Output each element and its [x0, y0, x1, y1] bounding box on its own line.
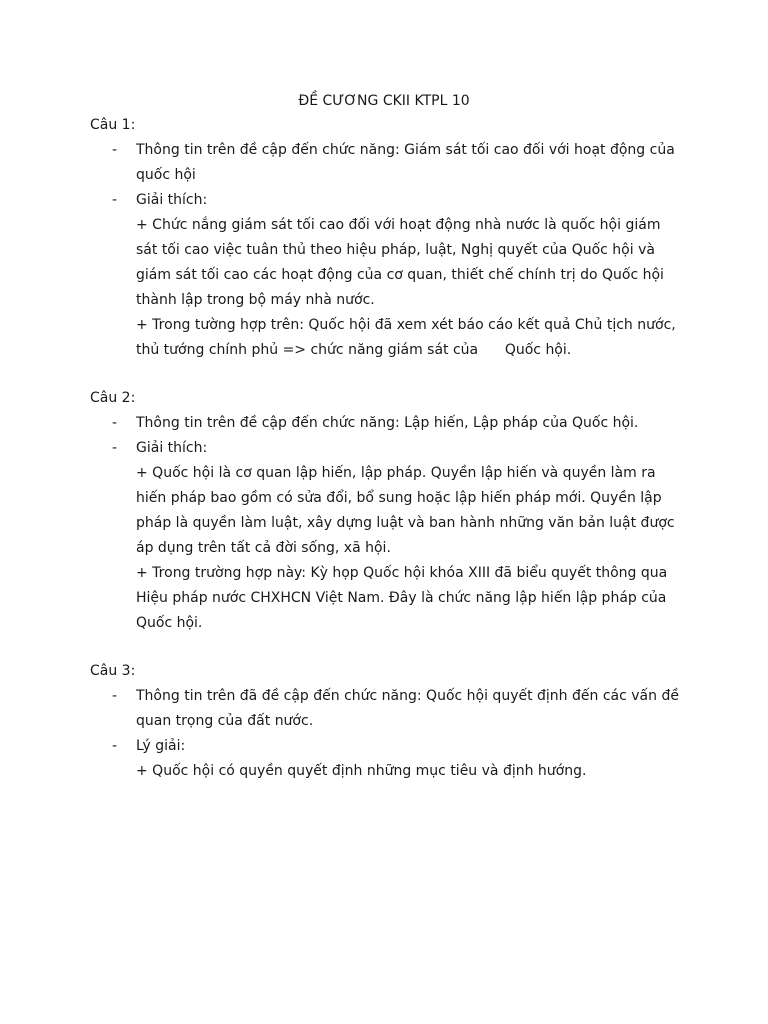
text-line: Thông tin trên đã đề cập đến chức năng: Quốc hội quyết định đến các vấn đề	[136, 688, 679, 704]
text-line: Hiệu pháp nước CHXHCN Việt Nam. Đây là chức năng lập hiến lập pháp của	[136, 590, 667, 606]
text-line: quan trọng của đất nước.	[136, 713, 314, 729]
bullet-item	[90, 684, 690, 734]
text-line: pháp là quyền làm luật, xây dựng luật và ban hành những văn bản luật được	[136, 515, 675, 531]
bullet-item	[90, 138, 690, 188]
question-heading: Câu 3:	[90, 663, 136, 679]
text-line: sát tối cao việc tuân thủ theo hiệu pháp, luật, Nghị quyết của Quốc hội và	[136, 242, 655, 258]
explanation-paragraph	[90, 759, 690, 784]
text-line: + Trong tường hợp trên: Quốc hội đã xem xét báo cáo kết quả Chủ tịch nước,	[136, 317, 676, 333]
bullet-dash: -	[112, 142, 118, 158]
text-line: Lý giải:	[136, 738, 186, 754]
text-line: quốc hội	[136, 167, 196, 183]
text-line: thủ tướng chính phủ => chức năng giám sát của Quốc hội.	[136, 342, 572, 358]
text-line: áp dụng trên tất cả đời sống, xã hội.	[136, 540, 391, 556]
text-line: + Quốc hội có quyền quyết định những mục tiêu và định hướng.	[136, 763, 587, 779]
bullet-item	[90, 411, 690, 436]
question-heading: Câu 2:	[90, 390, 136, 406]
bullet-dash: -	[112, 440, 118, 456]
bullet-dash: -	[112, 688, 118, 704]
text-line: thành lập trong bộ máy nhà nước.	[136, 292, 375, 308]
explanation-paragraph	[90, 313, 690, 363]
question-section-1	[90, 113, 690, 363]
text-line: Giải thích:	[136, 440, 208, 456]
bullet-item	[90, 734, 690, 759]
explanation-paragraph	[90, 213, 690, 313]
text-line: + Trong trường hợp này: Kỳ họp Quốc hội khóa XIII đã biểu quyết thông qua	[136, 565, 668, 581]
text-line: + Quốc hội là cơ quan lập hiến, lập pháp. Quyền lập hiến và quyền làm ra	[136, 465, 656, 481]
text-line: Giải thích:	[136, 192, 208, 208]
bullet-dash: -	[112, 738, 118, 754]
text-line: Thông tin trên đề cập đến chức năng: Giám sát tối cao đối với hoạt động của	[136, 142, 675, 158]
text-line: Quốc hội.	[136, 615, 203, 631]
bullet-item	[90, 436, 690, 461]
bullet-dash: -	[112, 415, 118, 431]
explanation-paragraph	[90, 561, 690, 636]
question-heading: Câu 1:	[90, 117, 136, 133]
explanation-paragraph	[90, 461, 690, 561]
question-section-3	[90, 659, 690, 784]
bullet-dash: -	[112, 192, 118, 208]
bullet-item	[90, 188, 690, 213]
document-title: ĐỀ CƯƠNG CKII KTPL 10	[298, 93, 470, 109]
text-line: hiến pháp bao gồm có sửa đổi, bổ sung hoặc lập hiến pháp mới. Quyền lập	[136, 490, 662, 506]
text-line: giám sát tối cao các hoạt động của cơ quan, thiết chế chính trị do Quốc hội	[136, 267, 664, 283]
text-line: + Chức nắng giám sát tối cao đối với hoạt động nhà nước là quốc hội giám	[136, 217, 661, 233]
question-section-2	[90, 386, 690, 636]
text-line: Thông tin trên đề cập đến chức năng: Lập hiến, Lập pháp của Quốc hội.	[136, 415, 639, 431]
